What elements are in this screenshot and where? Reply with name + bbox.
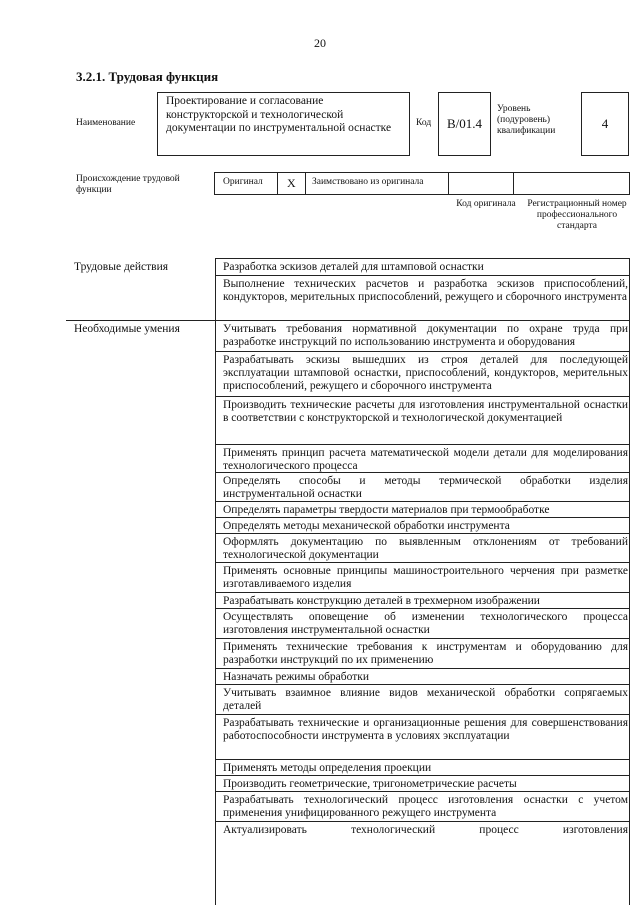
row-line	[215, 275, 630, 276]
section-divider	[66, 320, 630, 321]
skill-item: Назначать режимы обработки	[223, 671, 369, 683]
skill-item: Определять методы механической обработки инструмента	[223, 520, 510, 532]
skill-item: Разрабатывать эскизы вышедших из строя деталей для последующей эксплуатации штамповой оснастки, приспособлений, кондукторов, мерительных приспособлений, режущего и сборочного инструмента	[223, 354, 628, 392]
level-label: Уровень (подуровень) квалификации	[497, 104, 556, 136]
row-line	[215, 533, 630, 534]
row-line	[215, 501, 630, 502]
skill-item: Разрабатывать технические и организационные решения для совершенствования работоспособности инструмента в условиях эксплуатации	[223, 717, 628, 742]
row-line	[215, 791, 630, 792]
skill-item: Разрабатывать технологический процесс изготовления оснастки с учетом применения унифицированного режущего инструмента	[223, 794, 628, 819]
level-value-box: 4	[581, 92, 629, 156]
row-line	[215, 668, 630, 669]
page-number: 20	[314, 36, 326, 50]
skill-item: Применять методы определения проекции	[223, 762, 432, 774]
skill-item: Учитывать требования нормативной документации по охране труда при разработке инструкций по использованию инструмента и оборудования	[223, 323, 628, 348]
skill-item: Применять принцип расчета математической модели детали для моделирования технологического процесса	[223, 447, 628, 472]
skill-item: Осуществлять оповещение об изменении технологического процесса изготовления инструментальной оснастки	[223, 611, 628, 636]
skill-item: Применять технические требования к инструментам и оборудованию для разработки инструкций по их применению	[223, 641, 628, 666]
divider	[448, 173, 449, 194]
original-label: Оригинал	[223, 177, 263, 187]
row-line	[215, 759, 630, 760]
labor-actions-label: Трудовые действия	[74, 261, 169, 273]
function-table	[66, 258, 630, 905]
row-line	[215, 351, 630, 352]
skill-item: Производить технические расчеты для изготовления инструментальной оснастки в соответствии с конструкторской и технологической документацией	[223, 399, 628, 424]
row-line	[215, 562, 630, 563]
row-line	[215, 258, 630, 259]
skill-item: Оформлять документацию по выявленным отклонениям от требований технологической документации	[223, 536, 628, 561]
origin-label: Происхождение трудовой функции	[76, 174, 180, 195]
code-value-box: B/01.4	[438, 92, 491, 156]
labor-action-item: Разработка эскизов деталей для штамповой оснастки	[223, 261, 484, 273]
divider	[305, 173, 306, 194]
table-right-border	[629, 258, 630, 905]
code-label: Код	[416, 118, 432, 128]
original-mark: X	[287, 176, 296, 190]
borrowed-label: Заимствовано из оригинала	[312, 177, 424, 187]
row-line	[215, 592, 630, 593]
row-line	[215, 821, 630, 822]
origin-table	[214, 172, 630, 195]
divider	[277, 173, 278, 194]
name-label: Наименование	[76, 118, 136, 128]
code-original-label: Код оригинала	[456, 199, 516, 209]
skill-item: Разрабатывать конструкцию деталей в трехмерном изображении	[223, 595, 540, 607]
row-line	[215, 517, 630, 518]
skill-item: Учитывать взаимное влияние видов механической обработки сопрягаемых деталей	[223, 687, 628, 712]
row-line	[215, 396, 630, 397]
skill-item: Определять способы и методы термической обработки изделия инструментальной оснастки	[223, 475, 628, 500]
reg-number-label: Регистрационный номер профессионального стандарта	[527, 199, 627, 231]
row-line	[215, 444, 630, 445]
row-line	[215, 472, 630, 473]
skill-item: Актуализировать технологический процесс изготовления	[223, 824, 628, 836]
section-title: 3.2.1. Трудовая функция	[76, 69, 219, 84]
row-line	[215, 684, 630, 685]
divider	[513, 173, 514, 194]
skill-item: Применять основные принципы машиностроительного черчения при разметке изготавливаемого изделия	[223, 565, 628, 590]
row-line	[215, 638, 630, 639]
skill-item: Производить геометрические, тригонометрические расчеты	[223, 778, 517, 790]
function-name-box: Проектирование и согласование конструкторской и технологической документации по инструментальной оснастке	[157, 92, 410, 156]
skill-item: Определять параметры твердости материалов при термообработке	[223, 504, 550, 516]
row-line	[215, 714, 630, 715]
skills-label: Необходимые умения	[74, 323, 180, 335]
column-divider	[215, 258, 216, 905]
row-line	[215, 608, 630, 609]
labor-action-item: Выполнение технических расчетов и разработка эскизов приспособлений, кондукторов, мерительных приспособлений, режущего и сборочного инструмента	[223, 278, 628, 303]
row-line	[215, 775, 630, 776]
